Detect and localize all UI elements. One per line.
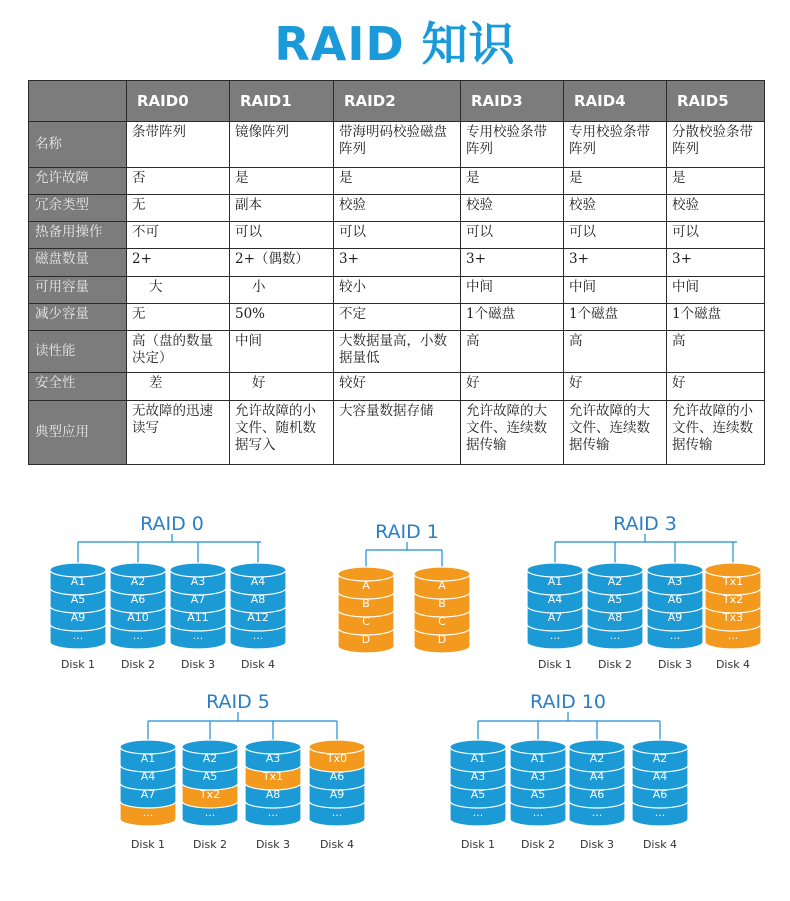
- column-header: RAID0: [127, 81, 230, 122]
- disk-label: Disk 4: [319, 838, 355, 851]
- disk-label: Disk 2: [597, 658, 633, 671]
- disk-label: Disk 4: [715, 658, 751, 671]
- diagram-title: RAID 0: [140, 513, 204, 535]
- block-label: A4: [140, 770, 156, 783]
- table-cell: 条带阵列: [127, 122, 230, 168]
- block-label: A6: [130, 593, 146, 606]
- block-label: ...: [252, 629, 264, 642]
- block-label: Tx1: [722, 575, 744, 588]
- block-label: A9: [329, 788, 345, 801]
- disk-icon: [510, 740, 566, 826]
- disk-icon: [587, 563, 643, 649]
- table-row: [29, 373, 765, 401]
- diagram-title: RAID 5: [206, 691, 270, 713]
- disk-label: Disk 2: [520, 838, 556, 851]
- disk-icon: [245, 740, 301, 826]
- table-cell: 校验: [461, 195, 564, 222]
- table-cell: 可以: [230, 222, 334, 249]
- raid-diagram: [527, 513, 761, 671]
- disk-icon: [309, 740, 365, 826]
- row-header: 磁盘数量: [29, 249, 127, 277]
- table-row: [29, 222, 765, 249]
- table-cell: 大容量数据存储: [334, 401, 461, 465]
- block-label: A: [438, 579, 446, 592]
- table-cell: 是: [230, 168, 334, 195]
- table-cell: 3+: [564, 249, 667, 277]
- raid-comparison-table: [28, 80, 765, 465]
- table-row: [29, 277, 765, 304]
- disk-icon: [230, 563, 286, 649]
- block-label: Tx3: [722, 611, 744, 624]
- table-cell: 中间: [230, 331, 334, 373]
- block-label: A11: [187, 611, 209, 624]
- block-label: ...: [532, 806, 544, 819]
- block-label: ...: [142, 806, 154, 819]
- disk-label: Disk 4: [240, 658, 276, 671]
- table-cell: 副本: [230, 195, 334, 222]
- block-label: A8: [265, 788, 281, 801]
- table-cell: 3+: [667, 249, 765, 277]
- row-header: 读性能: [29, 331, 127, 373]
- block-label: A9: [70, 611, 86, 624]
- table-cell: 2+: [127, 249, 230, 277]
- table-cell: 镜像阵列: [230, 122, 334, 168]
- block-label: Tx0: [326, 752, 348, 765]
- block-label: ...: [669, 629, 681, 642]
- table-cell: 允许故障的小文件、连续数据传输: [667, 401, 765, 465]
- block-label: A1: [470, 752, 486, 765]
- table-cell: 高: [667, 331, 765, 373]
- block-label: A7: [190, 593, 206, 606]
- block-label: A2: [607, 575, 623, 588]
- block-label: ...: [192, 629, 204, 642]
- block-label: C: [362, 615, 370, 628]
- block-label: Tx2: [722, 593, 744, 606]
- table-row: [29, 249, 765, 277]
- block-label: A7: [547, 611, 563, 624]
- table-cell: 带海明码校验磁盘阵列: [334, 122, 461, 168]
- disk-label: Disk 3: [579, 838, 615, 851]
- block-label: A1: [70, 575, 86, 588]
- table-cell: 分散校验条带阵列: [667, 122, 765, 168]
- table-cell: 中间: [564, 277, 667, 304]
- table-cell: 专用校验条带阵列: [564, 122, 667, 168]
- block-label: A7: [140, 788, 156, 801]
- raid-diagram: [338, 521, 470, 653]
- table-cell: 大: [127, 277, 230, 304]
- block-label: A9: [667, 611, 683, 624]
- table-row: [29, 331, 765, 373]
- table-cell: 较小: [334, 277, 461, 304]
- table-cell: 是: [334, 168, 461, 195]
- table-cell: 差: [127, 373, 230, 401]
- table-cell: 否: [127, 168, 230, 195]
- table-cell: 1个磁盘: [667, 304, 765, 331]
- table-cell: 是: [564, 168, 667, 195]
- table-cell: 可以: [667, 222, 765, 249]
- table-cell: 2+（偶数）: [230, 249, 334, 277]
- table-cell: 好: [461, 373, 564, 401]
- table-cell: 是: [461, 168, 564, 195]
- disk-label: Disk 2: [192, 838, 228, 851]
- table-cell: 高: [461, 331, 564, 373]
- row-header: 安全性: [29, 373, 127, 401]
- table-cell: 可以: [334, 222, 461, 249]
- table-cell: 3+: [461, 249, 564, 277]
- block-label: A8: [250, 593, 266, 606]
- table-cell: 好: [230, 373, 334, 401]
- block-label: D: [361, 633, 371, 646]
- table-cell: 允许故障的小文件、随机数据写入: [230, 401, 334, 465]
- row-header: 典型应用: [29, 401, 127, 465]
- table-cell: 3+: [334, 249, 461, 277]
- block-label: A3: [530, 770, 546, 783]
- column-header: RAID5: [667, 81, 765, 122]
- table-cell: 高: [564, 331, 667, 373]
- table-cell: 中间: [667, 277, 765, 304]
- table-cell: 允许故障的大文件、连续数据传输: [461, 401, 564, 465]
- raid-diagrams: [0, 490, 790, 890]
- disk-label: Disk 3: [255, 838, 291, 851]
- table-row: [29, 304, 765, 331]
- block-label: ...: [472, 806, 484, 819]
- block-label: D: [437, 633, 447, 646]
- block-label: Tx1: [262, 770, 284, 783]
- table-header-row: [29, 81, 765, 122]
- table-cell: 较好: [334, 373, 461, 401]
- block-label: A4: [250, 575, 266, 588]
- disk-icon: [527, 563, 583, 649]
- block-label: ...: [267, 806, 279, 819]
- table-cell: 可以: [461, 222, 564, 249]
- disk-icon: [110, 563, 166, 649]
- block-label: A1: [530, 752, 546, 765]
- table-cell: 好: [667, 373, 765, 401]
- disk-label: Disk 1: [130, 838, 166, 851]
- block-label: A2: [589, 752, 605, 765]
- table-cell: 无: [127, 304, 230, 331]
- table-cell: 专用校验条带阵列: [461, 122, 564, 168]
- block-label: A: [362, 579, 370, 592]
- table-cell: 是: [667, 168, 765, 195]
- block-label: A6: [667, 593, 683, 606]
- page-title: RAID 知识: [274, 17, 516, 71]
- block-label: ...: [591, 806, 603, 819]
- disk-icon: [50, 563, 106, 649]
- block-label: A2: [652, 752, 668, 765]
- table-cell: 高（盘的数量决定）: [127, 331, 230, 373]
- row-header: 热备用操作: [29, 222, 127, 249]
- block-label: A4: [547, 593, 563, 606]
- block-label: A3: [265, 752, 281, 765]
- table-cell: 不定: [334, 304, 461, 331]
- block-label: A5: [470, 788, 486, 801]
- disk-icon: [414, 567, 470, 653]
- table-cell: 1个磁盘: [564, 304, 667, 331]
- row-header: 名称: [29, 122, 127, 168]
- block-label: A4: [652, 770, 668, 783]
- block-label: ...: [72, 629, 84, 642]
- block-label: A4: [589, 770, 605, 783]
- block-label: A5: [607, 593, 623, 606]
- table-row: [29, 401, 765, 465]
- block-label: A8: [607, 611, 623, 624]
- disk-label: Disk 4: [642, 838, 678, 851]
- block-label: ...: [331, 806, 343, 819]
- table-cell: 校验: [667, 195, 765, 222]
- block-label: A12: [247, 611, 269, 624]
- corner-cell: [29, 81, 127, 122]
- disk-icon: [120, 740, 176, 826]
- block-label: B: [438, 597, 446, 610]
- diagram-title: RAID 1: [375, 521, 439, 543]
- raid-diagram: [120, 691, 365, 851]
- disk-icon: [632, 740, 688, 826]
- table-row: [29, 122, 765, 168]
- disk-label: Disk 1: [460, 838, 496, 851]
- row-header: 减少容量: [29, 304, 127, 331]
- disk-icon: [569, 740, 625, 826]
- block-label: A6: [589, 788, 605, 801]
- disk-icon: [647, 563, 703, 649]
- block-label: ...: [204, 806, 216, 819]
- table-cell: 大数据量高，小数据量低: [334, 331, 461, 373]
- disk-label: Disk 1: [60, 658, 96, 671]
- block-label: B: [362, 597, 370, 610]
- disk-icon: [450, 740, 506, 826]
- column-header: RAID3: [461, 81, 564, 122]
- block-label: ...: [727, 629, 739, 642]
- row-header: 可用容量: [29, 277, 127, 304]
- block-label: A5: [70, 593, 86, 606]
- table-cell: 允许故障的大文件、连续数据传输: [564, 401, 667, 465]
- table-cell: 无故障的迅速读写: [127, 401, 230, 465]
- row-header: 允许故障: [29, 168, 127, 195]
- table-row: [29, 168, 765, 195]
- block-label: A3: [190, 575, 206, 588]
- table-cell: 校验: [564, 195, 667, 222]
- block-label: ...: [609, 629, 621, 642]
- disk-icon: [705, 563, 761, 649]
- table-cell: 中间: [461, 277, 564, 304]
- block-label: ...: [549, 629, 561, 642]
- block-label: A5: [530, 788, 546, 801]
- table-cell: 好: [564, 373, 667, 401]
- row-header: 冗余类型: [29, 195, 127, 222]
- block-label: A5: [202, 770, 218, 783]
- diagram-title: RAID 10: [530, 691, 606, 713]
- raid-diagram: [50, 513, 286, 671]
- table-cell: 可以: [564, 222, 667, 249]
- disk-label: Disk 3: [657, 658, 693, 671]
- column-header: RAID4: [564, 81, 667, 122]
- table-cell: 无: [127, 195, 230, 222]
- disk-label: Disk 3: [180, 658, 216, 671]
- block-label: A2: [130, 575, 146, 588]
- block-label: A3: [470, 770, 486, 783]
- block-label: A10: [127, 611, 149, 624]
- table-row: [29, 195, 765, 222]
- table-cell: 50%: [230, 304, 334, 331]
- column-header: RAID1: [230, 81, 334, 122]
- disk-label: Disk 1: [537, 658, 573, 671]
- table-cell: 小: [230, 277, 334, 304]
- disk-icon: [338, 567, 394, 653]
- block-label: A1: [547, 575, 563, 588]
- table-cell: 校验: [334, 195, 461, 222]
- block-label: A1: [140, 752, 156, 765]
- block-label: C: [438, 615, 446, 628]
- block-label: ...: [654, 806, 666, 819]
- diagram-title: RAID 3: [613, 513, 677, 535]
- disk-label: Disk 2: [120, 658, 156, 671]
- table-cell: 不可: [127, 222, 230, 249]
- block-label: A2: [202, 752, 218, 765]
- block-label: A3: [667, 575, 683, 588]
- block-label: Tx2: [199, 788, 221, 801]
- disk-icon: [182, 740, 238, 826]
- disk-icon: [170, 563, 226, 649]
- block-label: A6: [652, 788, 668, 801]
- raid-diagram: [450, 691, 688, 851]
- block-label: ...: [132, 629, 144, 642]
- table-cell: 1个磁盘: [461, 304, 564, 331]
- block-label: A6: [329, 770, 345, 783]
- column-header: RAID2: [334, 81, 461, 122]
